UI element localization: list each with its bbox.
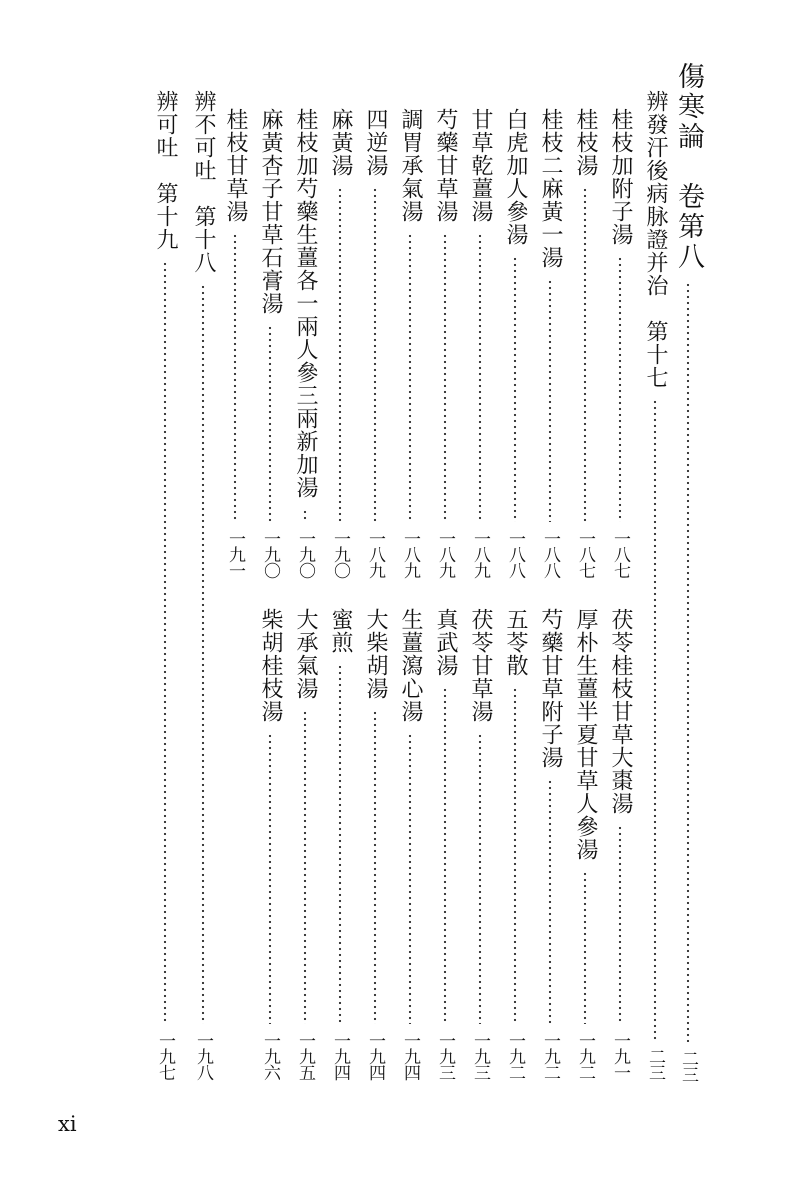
page-number: 一九七 (155, 1032, 175, 1080)
entry-label: 蜜煎 (328, 608, 353, 654)
dot-leader (303, 509, 307, 522)
toc-entry[interactable] (290, 608, 320, 1080)
folio-page-number: xi (58, 1112, 77, 1136)
dot-leader (513, 687, 517, 1024)
chapter-heading-17[interactable] (640, 90, 670, 1080)
toc-entry[interactable] (535, 608, 565, 1080)
entry-label: 真武湯 (433, 608, 458, 677)
toc-entry[interactable] (605, 108, 635, 578)
chapter-heading-18[interactable] (188, 90, 218, 1080)
toc-entry[interactable] (465, 108, 495, 578)
page-number: 一九四 (365, 1032, 385, 1080)
entry-label: 調胃承氣湯 (398, 108, 423, 223)
dot-leader (513, 256, 517, 522)
page-number: 一九二 (540, 1032, 560, 1080)
entry-label: 芍藥甘草湯 (433, 108, 458, 223)
chapter-title: 辨可吐 第十九 (153, 90, 178, 251)
toc-entry[interactable] (430, 608, 460, 1080)
dot-leader (478, 233, 482, 522)
entry-label: 生薑瀉心湯 (398, 608, 423, 723)
entry-label: 厚朴生薑半夏甘草人參湯 (573, 608, 598, 861)
page-number: 一九二 (505, 1032, 525, 1080)
dot-leader (233, 233, 237, 522)
page-number: 一九三 (470, 1032, 490, 1080)
toc-entry[interactable] (290, 108, 320, 578)
entry-label: 四逆湯 (363, 108, 388, 177)
toc-entry[interactable] (605, 608, 635, 1080)
entry-label: 大承氣湯 (293, 608, 318, 700)
toc-entry[interactable] (500, 608, 530, 1080)
page-number: 一九四 (330, 1032, 350, 1080)
toc-entry[interactable] (570, 108, 600, 578)
page-number: 一九四 (400, 1032, 420, 1080)
dot-leader (163, 261, 167, 1024)
entry-label: 麻黃杏子甘草石膏湯 (258, 108, 283, 315)
entry-label: 桂枝湯 (573, 108, 598, 177)
page-number: 一九〇 (330, 530, 350, 578)
dot-leader (618, 825, 622, 1024)
page-number: 一九〇 (295, 530, 315, 578)
page-number: 一九一 (610, 1032, 630, 1080)
dot-leader (373, 710, 377, 1024)
page-number: 一八七 (610, 530, 630, 578)
page-number: 一八八 (540, 530, 560, 578)
page-number: 一九三 (435, 1032, 455, 1080)
dot-leader (338, 187, 342, 522)
dot-leader (478, 733, 482, 1024)
entry-label: 白虎加人參湯 (503, 108, 528, 246)
chapter-title: 辨不可吐 第十八 (191, 90, 216, 274)
dot-leader (548, 779, 552, 1024)
chapter-title: 辨發汗後病脉證并治 第十七 (643, 90, 668, 389)
entry-label: 桂枝加附子湯 (608, 108, 633, 246)
entry-label: 五苓散 (503, 608, 528, 677)
dot-leader (408, 733, 412, 1024)
volume-title-column (673, 62, 703, 1082)
dot-leader (618, 256, 622, 522)
entry-label: 茯苓甘草湯 (468, 608, 493, 723)
dot-leader (408, 233, 412, 522)
page-number: 一八九 (400, 530, 420, 578)
chapter-heading-19[interactable] (150, 90, 180, 1080)
toc-entry[interactable] (535, 108, 565, 578)
toc-entry[interactable] (570, 608, 600, 1080)
page-number: 一八九 (365, 530, 385, 578)
entry-label: 大柴胡湯 (363, 608, 388, 700)
entry-label: 芍藥甘草附子湯 (538, 608, 563, 769)
dot-leader (583, 187, 587, 522)
dot-leader (338, 664, 342, 1024)
page-number: 一八九 (470, 530, 490, 578)
entry-label: 甘草乾薑湯 (468, 108, 493, 223)
toc-entry[interactable] (255, 608, 285, 1080)
entry-label: 茯苓桂枝甘草大棗湯 (608, 608, 633, 815)
page-number: 一九一 (225, 530, 245, 578)
dot-leader (686, 282, 690, 1042)
volume-title: 傷寒論 卷第八 (673, 62, 704, 272)
dot-leader (443, 687, 447, 1024)
toc-entry[interactable] (500, 108, 530, 578)
page-number: 一九六 (260, 1032, 280, 1080)
page-number: 一八七 (575, 530, 595, 578)
toc-entry[interactable] (325, 108, 355, 578)
page-number: 一九八 (193, 1032, 213, 1080)
toc-entry[interactable] (395, 608, 425, 1080)
dot-leader (201, 284, 205, 1024)
page-number: 二三 (645, 1048, 665, 1080)
page-number: 二三 (678, 1050, 698, 1082)
toc-entry[interactable] (395, 108, 425, 578)
dot-leader (583, 871, 587, 1024)
toc-entry[interactable] (360, 608, 390, 1080)
dot-leader (548, 279, 552, 522)
page-number: 一八九 (435, 530, 455, 578)
page-number: 一九二 (575, 1032, 595, 1080)
dot-leader (653, 399, 657, 1040)
entry-label: 桂枝加芍藥生薑各一兩人參三兩新加湯 (293, 108, 318, 499)
dot-leader (303, 710, 307, 1024)
toc-entry[interactable] (465, 608, 495, 1080)
page-number: 一九五 (295, 1032, 315, 1080)
toc-entry[interactable] (430, 108, 460, 578)
toc-entry[interactable] (325, 608, 355, 1080)
toc-entry[interactable] (255, 108, 285, 578)
entry-label: 桂枝二麻黃一湯 (538, 108, 563, 269)
page-number: 一九〇 (260, 530, 280, 578)
page-number: 一八八 (505, 530, 525, 578)
entry-label: 麻黃湯 (328, 108, 353, 177)
dot-leader (373, 187, 377, 522)
entry-label: 柴胡桂枝湯 (258, 608, 283, 723)
toc-entry[interactable] (220, 108, 250, 578)
dot-leader (268, 325, 272, 522)
entry-label: 桂枝甘草湯 (223, 108, 248, 223)
dot-leader (268, 733, 272, 1024)
dot-leader (443, 233, 447, 522)
toc-entry[interactable] (360, 108, 390, 578)
